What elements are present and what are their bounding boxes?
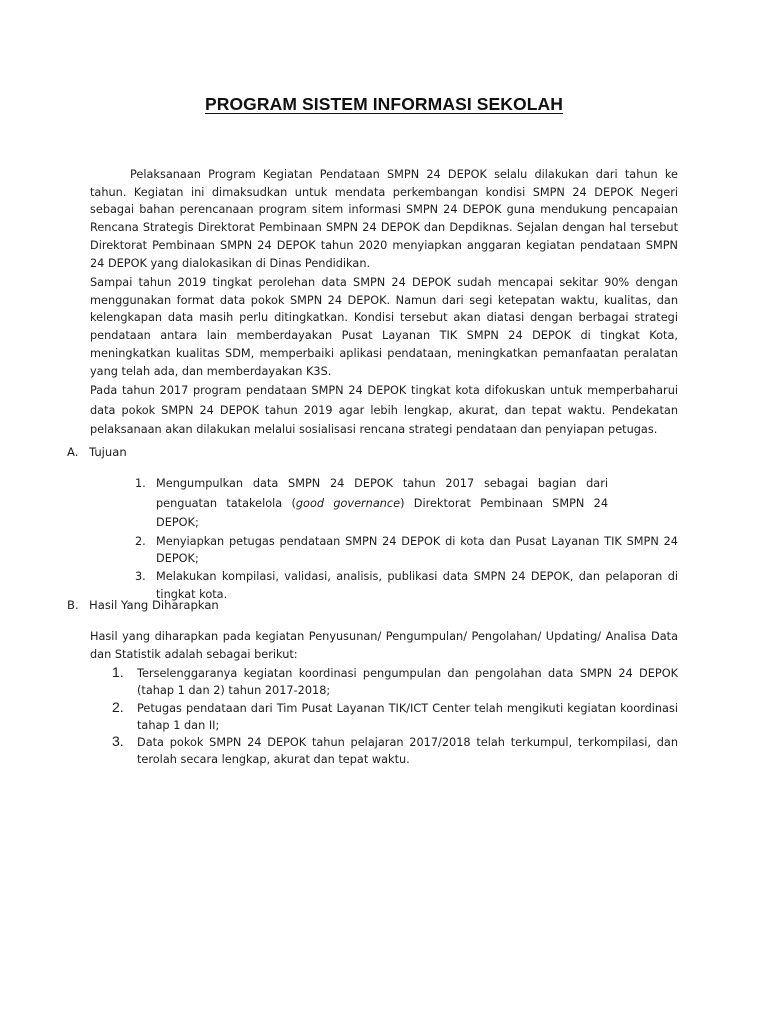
tujuan-list xyxy=(135,474,678,603)
paragraph-focus: Pada tahun 2017 program pendataan SMPN 24 DEPOK tingkat kota difokuskan untuk memperbaharui data pokok SMPN 24 DEPOK tahun 2019 agar lebih lengkap, akurat, dan tepat waktu. Pendekatan pelaksanaan akan dilakukan melalui sosialisasi rencana strategi pendataan dan penyiapan petugas. xyxy=(90,384,678,436)
document-title: PROGRAM SISTEM INFORMASI SEKOLAH xyxy=(204,94,564,114)
paragraph-status: Sampai tahun 2019 tingkat perolehan data SMPN 24 DEPOK sudah mencapai sekitar 90% dengan menggunakan format data pokok SMPN 24 DEPOK. Namun dari segi ketepatan waktu, kualitas, dan kelengkapan data masih perlu ditingkatkan. Kondisi tersebut akan diatasi dengan berbagai strategi pendataan antara lain memberdayakan Pusat Layanan TIK SMPN 24 DEPOK di tingkat Kota, meningkatkan kualitas SDM, memperbaiki aplikasi pendataan, meningkatkan pemanfaatan peralatan yang telah ada, dan memberdayakan K3S. xyxy=(90,276,678,378)
paragraph-hasil-intro: Hasil yang diharapkan pada kegiatan Penyusunan/ Pengumpulan/ Pengolahan/ Updating/ Analisa Data dan Statistik adalah sebagai berikut: xyxy=(90,630,678,661)
list-item: 3. Data pokok SMPN 24 DEPOK tahun pelajaran 2017/2018 telah terkumpul, terkompilasi, dan terolah secara lengkap, akurat dan tepat waktu. xyxy=(112,733,678,767)
section-b-letter: B. xyxy=(67,598,79,612)
paragraph-intro: Pelaksanaan Program Kegiatan Pendataan SMPN 24 DEPOK selalu dilakukan dari tahun ke tahun. Kegiatan ini dimaksudkan untuk mendata perkembangan kondisi SMPN 24 DEPOK Negeri sebagai bahan perencanaan program sitem informasi SMPN 24 DEPOK guna mendukung pencapaian Rencana Strategis Direktorat Pembinaan SMPN 24 DEPOK dan Depdiknas. Sejalan dengan hal tersebut Direktorat Pembinaan SMPN 24 DEPOK tahun 2020 menyiapkan anggaran kegiatan pendataan SMPN 24 DEPOK yang dialokasikan di Dinas Pendidikan. xyxy=(90,168,678,270)
list-item: 2. Petugas pendataan dari Tim Pusat Layanan TIK/ICT Center telah mengikuti kegiatan koordinasi tahap 1 dan II; xyxy=(112,698,678,732)
section-a-heading xyxy=(67,445,127,459)
hasil-list xyxy=(112,665,678,769)
section-b-title: Hasil Yang Diharapkan xyxy=(89,598,219,612)
list-item: 3. Melakukan kompilasi, validasi, analisis, publikasi data SMPN 24 DEPOK, dan pelaporan di tingkat kota. xyxy=(135,569,678,601)
list-item: 1. Mengumpulkan data SMPN 24 DEPOK tahun 2017 sebagai bagian dari penguatan tatakelola (good governance) Direktorat Pembinaan SMPN 24 DEPOK; xyxy=(135,477,609,529)
list-item: 2. Menyiapkan petugas pendataan SMPN 24 DEPOK di kota dan Pusat Layanan TIK SMPN 24 DEPOK; xyxy=(135,534,678,566)
section-b-heading xyxy=(67,598,219,612)
list-item: 1. Terselenggaranya kegiatan koordinasi pengumpulan dan pengolahan data SMPN 24 DEPOK (tahap 1 dan 2) tahun 2017-2018; xyxy=(112,664,678,698)
section-a-letter: A. xyxy=(67,445,79,459)
section-a-title: Tujuan xyxy=(89,445,127,459)
